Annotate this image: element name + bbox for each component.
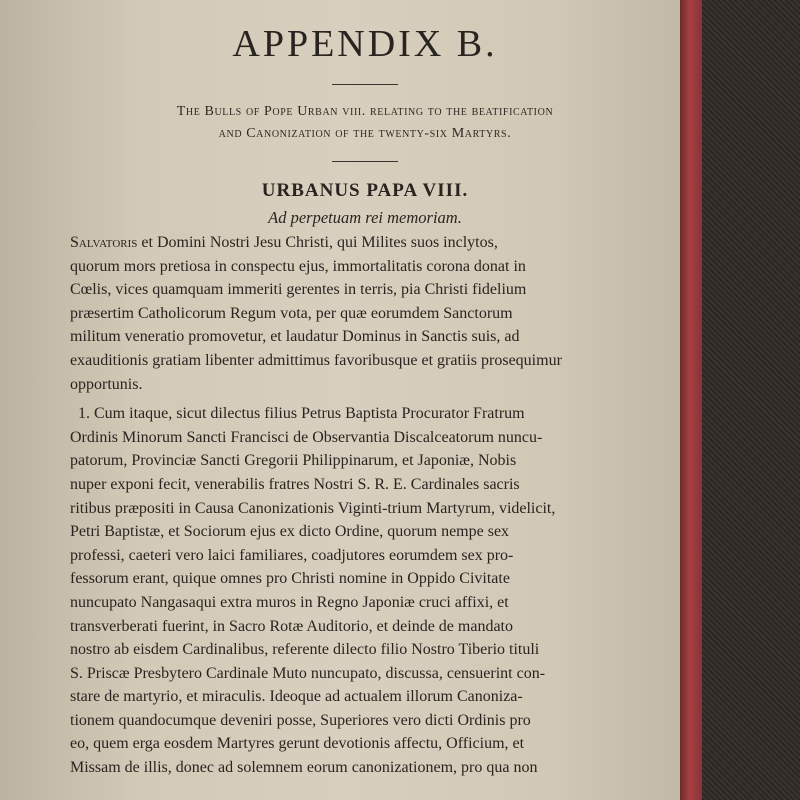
text-line: 1. Cum itaque, sicut dilectus filius Petrus Baptista Procurator Fratrum bbox=[70, 405, 525, 423]
text-line: Salvatoris et Domini Nostri Jesu Christi, qui Milites suos inclytos, bbox=[70, 234, 498, 251]
text-line: nostro ab eisdem Cardinalibus, referente dilecto filio Nostro Tiberio tituli bbox=[70, 641, 540, 659]
text-line: S. Priscæ Presbytero Cardinale Muto nuncupato, discussa, censuerint con- bbox=[70, 664, 546, 682]
text-line: nuncupato Nangasaqui extra muros in Regno Japoniæ cruci affixi, et bbox=[70, 593, 509, 611]
book-cover-edge bbox=[702, 0, 800, 800]
text-line: fessorum erant, quique omnes pro Christi nomine in Oppido Civitate bbox=[70, 570, 510, 588]
text-line: transverberati fuerint, in Sacro Rotæ Auditorio, et deinde de mandato bbox=[70, 617, 513, 635]
text-line: exauditionis gratiam libenter admittimus favoribusque et gratiis prosequimur bbox=[70, 351, 562, 369]
text-line: tionem quandocumque deveniri posse, Superiores vero dicti Ordinis pro bbox=[70, 711, 531, 729]
section-subheading: Ad perpetuam rei memoriam. bbox=[268, 208, 462, 227]
subtitle-line-1: The Bulls of Pope Urban viii. relating to the beatification bbox=[176, 104, 554, 119]
page-title: APPENDIX B. bbox=[232, 23, 498, 65]
text-line: patorum, Provinciæ Sancti Gregorii Philippinarum, et Japoniæ, Nobis bbox=[70, 452, 517, 470]
page-content bbox=[70, 20, 660, 780]
title-rule bbox=[332, 84, 398, 85]
text-line: professi, caeteri vero laici familiares, coadjutores eorumdem sex pro- bbox=[70, 546, 514, 564]
text-line: opportunis. bbox=[70, 375, 143, 393]
text-line: eo, quem erga eosdem Martyres gerunt devotionis affectu, Officium, et bbox=[70, 735, 525, 753]
text-line: nuper exponi fecit, venerabilis fratres Nostri S. R. E. Cardinales sacris bbox=[70, 475, 520, 493]
text-line: quorum mors pretiosa in conspectu ejus, immortalitatis corona donat in bbox=[70, 257, 526, 275]
section-heading: URBANUS PAPA VIII. bbox=[261, 180, 469, 201]
text-line: ritibus præpositi in Causa Canonizationis Viginti-trium Martyrum, videlicit, bbox=[70, 499, 556, 517]
text-line: Petri Baptistæ, et Sociorum ejus ex dicto Ordine, quorum nempe sex bbox=[70, 523, 510, 541]
text-line: Missam de illis, donec ad solemnem eorum canonizationem, pro qua non bbox=[70, 759, 538, 777]
subtitle bbox=[70, 101, 660, 145]
page-edge-red bbox=[680, 0, 702, 800]
paragraph-1 bbox=[70, 231, 660, 396]
subtitle-line-2: and Canonization of the twenty-six Martyrs. bbox=[218, 126, 512, 141]
text-line: Ordinis Minorum Sancti Francisci de Observantia Discalceatorum nuncu- bbox=[70, 428, 543, 446]
subtitle-rule bbox=[332, 161, 398, 162]
lead-word: Salvatoris bbox=[70, 234, 138, 251]
paragraph-2 bbox=[70, 402, 660, 780]
text-line: stare de martyrio, et miraculis. Ideoque ad actualem illorum Canoniza- bbox=[70, 688, 523, 706]
text-line: militum veneratio promovetur, et laudatur Dominus in Sanctis suis, ad bbox=[70, 328, 520, 346]
text-line: Cœlis, vices quamquam immeriti gerentes in terris, pia Christi fidelium bbox=[70, 281, 527, 299]
text-line: præsertim Catholicorum Regum vota, per quæ eorumdem Sanctorum bbox=[70, 304, 513, 322]
